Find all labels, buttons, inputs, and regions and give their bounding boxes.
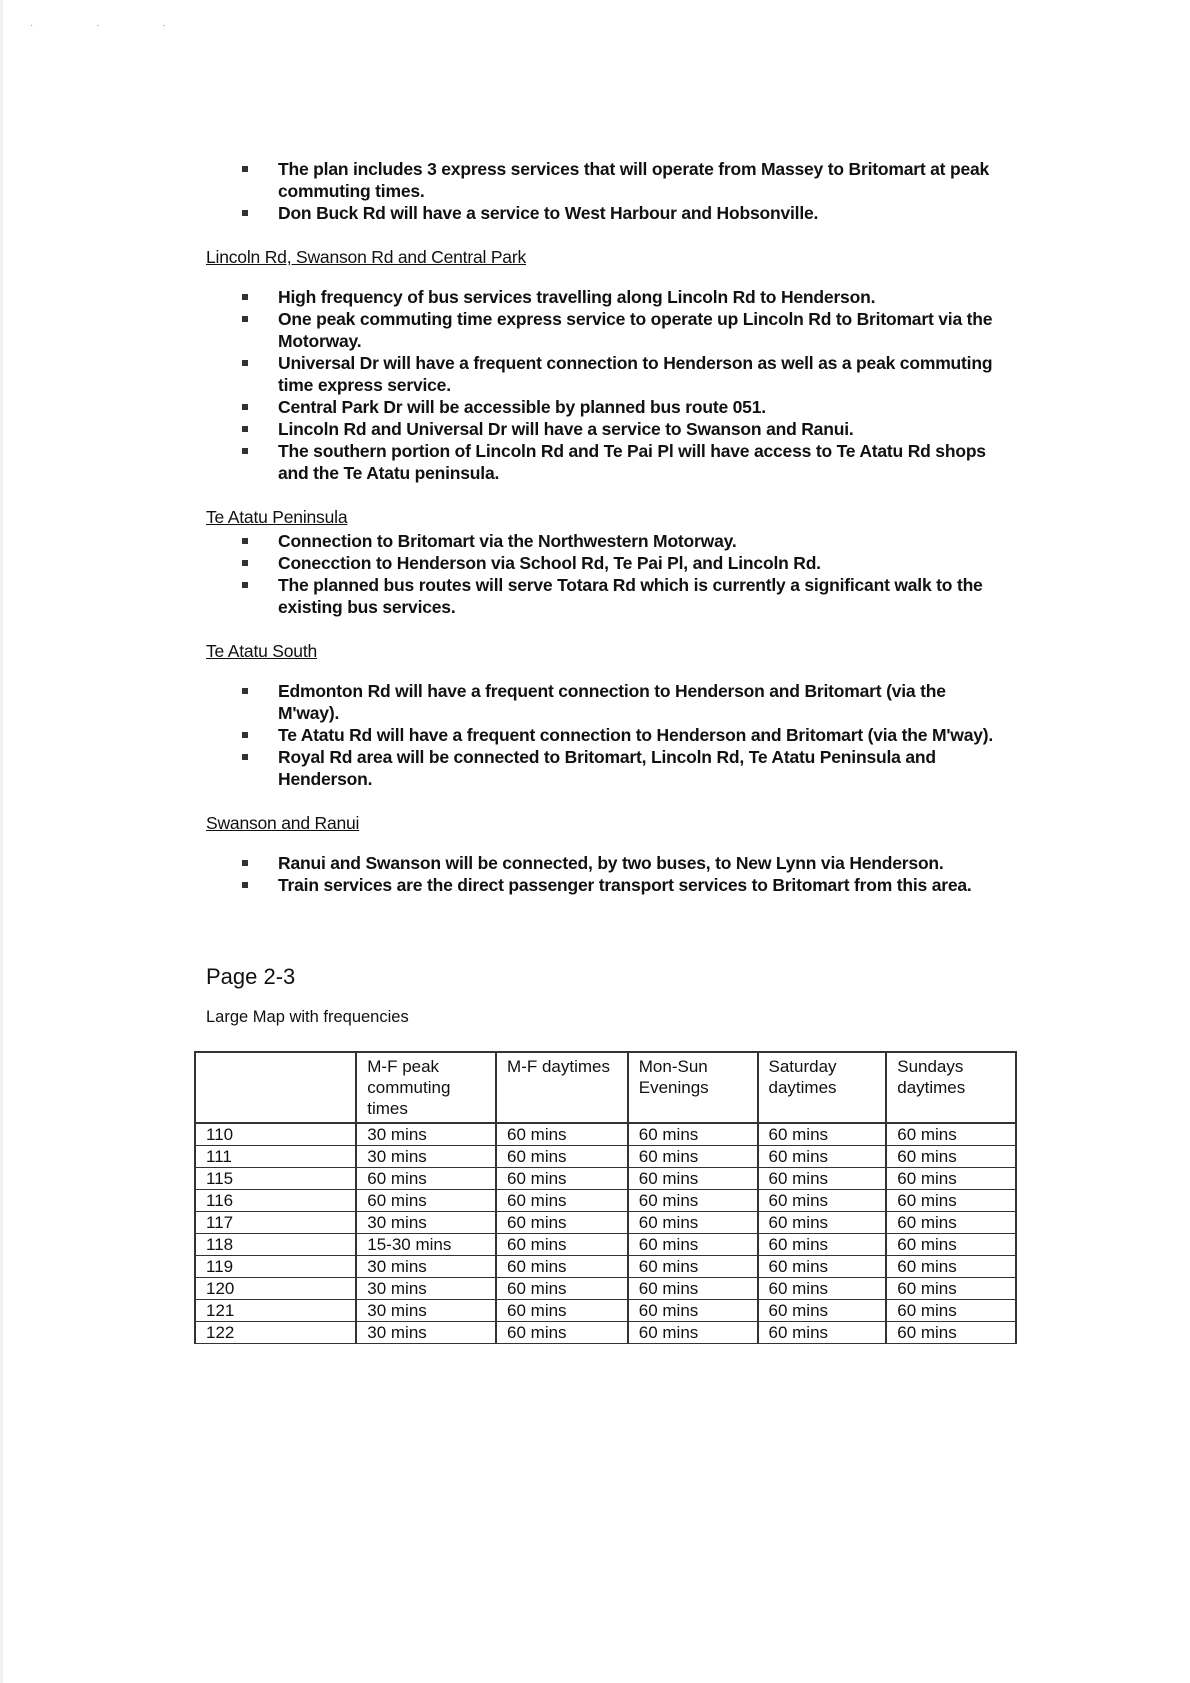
- table-cell: 60 mins: [758, 1256, 887, 1278]
- bullet-icon: [242, 582, 248, 588]
- table-cell: 60 mins: [628, 1190, 758, 1212]
- table-cell: 15-30 mins: [356, 1234, 496, 1256]
- table-cell: 30 mins: [356, 1212, 496, 1234]
- route-cell: 119: [195, 1256, 356, 1278]
- table-cell: 60 mins: [356, 1190, 496, 1212]
- table-row: [195, 1234, 1016, 1256]
- table-cell: 60 mins: [886, 1234, 1016, 1256]
- table-cell: 60 mins: [496, 1168, 628, 1190]
- bullet-item: The plan includes 3 express services that will operate from Massey to Britomart at peak commuting times.: [278, 158, 1006, 202]
- table-cell: 60 mins: [758, 1234, 887, 1256]
- table-cell: 60 mins: [628, 1123, 758, 1146]
- route-cell: 111: [195, 1146, 356, 1168]
- table-row: [195, 1300, 1016, 1322]
- table-cell: 60 mins: [496, 1234, 628, 1256]
- bullet-icon: [242, 210, 248, 216]
- table-cell: 60 mins: [628, 1278, 758, 1300]
- table-cell: 60 mins: [886, 1146, 1016, 1168]
- bullet-item: One peak commuting time express service to operate up Lincoln Rd to Britomart via the Motorway.: [278, 308, 1006, 352]
- table-cell: 30 mins: [356, 1256, 496, 1278]
- bullet-icon: [242, 882, 248, 888]
- route-cell: 110: [195, 1123, 356, 1146]
- bullet-icon: [242, 448, 248, 454]
- route-cell: 116: [195, 1190, 356, 1212]
- scan-edge: [0, 0, 3, 1683]
- table-cell: 60 mins: [758, 1168, 887, 1190]
- bullet-icon: [242, 360, 248, 366]
- bullet-icon: [242, 560, 248, 566]
- table-row: [195, 1212, 1016, 1234]
- bullet-icon: [242, 688, 248, 694]
- bullet-item: Don Buck Rd will have a service to West Harbour and Hobsonville.: [278, 202, 1006, 224]
- table-cell: 60 mins: [886, 1168, 1016, 1190]
- bullet-list-lincoln-rd: [206, 286, 1006, 484]
- bullet-item: High frequency of bus services travelling along Lincoln Rd to Henderson.: [278, 286, 1006, 308]
- table-cell: 60 mins: [496, 1146, 628, 1168]
- header-cell-mf-peak: M-F peak commuting times: [356, 1052, 496, 1123]
- table-header-row: [195, 1052, 1016, 1123]
- table-row: [195, 1146, 1016, 1168]
- header-cell-sundays: Sundays daytimes: [886, 1052, 1016, 1123]
- bullet-item: Conecction to Henderson via School Rd, Te Pai Pl, and Lincoln Rd.: [278, 552, 1006, 574]
- bullet-list-swanson-ranui: [206, 852, 1006, 896]
- table-cell: 60 mins: [758, 1212, 887, 1234]
- bullet-item: Universal Dr will have a frequent connection to Henderson as well as a peak commuting time express service.: [278, 352, 1006, 396]
- table-row: [195, 1278, 1016, 1300]
- section-heading-swanson-ranui: Swanson and Ranui: [206, 813, 360, 833]
- table-cell: 60 mins: [496, 1322, 628, 1344]
- route-cell: 120: [195, 1278, 356, 1300]
- bullet-item: Ranui and Swanson will be connected, by two buses, to New Lynn via Henderson.: [278, 852, 1006, 874]
- bullet-item: Train services are the direct passenger transport services to Britomart from this area.: [278, 874, 1006, 896]
- table-cell: 60 mins: [758, 1146, 887, 1168]
- header-cell-route: [195, 1052, 356, 1123]
- bullet-item: Royal Rd area will be connected to Britomart, Lincoln Rd, Te Atatu Peninsula and Henderson.: [278, 746, 1006, 790]
- route-cell: 115: [195, 1168, 356, 1190]
- table-cell: 30 mins: [356, 1146, 496, 1168]
- bullet-item: Connection to Britomart via the Northwestern Motorway.: [278, 530, 1006, 552]
- bullet-item: Te Atatu Rd will have a frequent connection to Henderson and Britomart (via the M'way).: [278, 724, 1006, 746]
- scan-specks: · · ·: [30, 20, 196, 31]
- bullet-item: The planned bus routes will serve Totara Rd which is currently a significant walk to the existing bus services.: [278, 574, 1006, 618]
- table-cell: 60 mins: [628, 1300, 758, 1322]
- document-page: [206, 159, 1006, 1344]
- section-heading-te-atatu-south: Te Atatu South: [206, 641, 318, 661]
- route-cell: 117: [195, 1212, 356, 1234]
- bullet-icon: [242, 426, 248, 432]
- table-cell: 60 mins: [628, 1212, 758, 1234]
- table-cell: 30 mins: [356, 1300, 496, 1322]
- table-row: [195, 1123, 1016, 1146]
- table-cell: 60 mins: [758, 1278, 887, 1300]
- route-cell: 118: [195, 1234, 356, 1256]
- table-row: [195, 1322, 1016, 1344]
- table-cell: 60 mins: [356, 1168, 496, 1190]
- table-cell: 60 mins: [496, 1256, 628, 1278]
- bullet-list-te-atatu-peninsula: [206, 530, 1006, 618]
- table-row: [195, 1190, 1016, 1212]
- table-cell: 60 mins: [886, 1278, 1016, 1300]
- bullet-icon: [242, 166, 248, 172]
- table-cell: 60 mins: [886, 1256, 1016, 1278]
- table-cell: 60 mins: [628, 1256, 758, 1278]
- header-cell-saturday: Saturday daytimes: [758, 1052, 887, 1123]
- intro-bullet-list: [206, 158, 1006, 224]
- table-cell: 60 mins: [628, 1146, 758, 1168]
- table-cell: 30 mins: [356, 1123, 496, 1146]
- table-cell: 60 mins: [758, 1322, 887, 1344]
- frequency-table: [194, 1051, 1017, 1344]
- table-cell: 60 mins: [628, 1322, 758, 1344]
- header-cell-mon-sun-evenings: Mon-Sun Evenings: [628, 1052, 758, 1123]
- table-cell: 60 mins: [628, 1168, 758, 1190]
- route-cell: 121: [195, 1300, 356, 1322]
- table-cell: 60 mins: [886, 1300, 1016, 1322]
- bullet-list-te-atatu-south: [206, 680, 1006, 790]
- table-cell: 60 mins: [758, 1300, 887, 1322]
- table-cell: 60 mins: [496, 1212, 628, 1234]
- bullet-icon: [242, 538, 248, 544]
- bullet-icon: [242, 404, 248, 410]
- bullet-item: Lincoln Rd and Universal Dr will have a service to Swanson and Ranui.: [278, 418, 1006, 440]
- table-cell: 60 mins: [758, 1123, 887, 1146]
- table-row: [195, 1168, 1016, 1190]
- map-subtitle: Large Map with frequencies: [206, 1008, 409, 1026]
- section-heading-te-atatu-peninsula: Te Atatu Peninsula: [206, 507, 348, 527]
- bullet-icon: [242, 860, 248, 866]
- page-title: Page 2-3: [206, 964, 296, 989]
- bullet-item: The southern portion of Lincoln Rd and Te Pai Pl will have access to Te Atatu Rd shops and the Te Atatu peninsula.: [278, 440, 1006, 484]
- route-cell: 122: [195, 1322, 356, 1344]
- table-cell: 30 mins: [356, 1278, 496, 1300]
- table-cell: 60 mins: [758, 1190, 887, 1212]
- bullet-icon: [242, 316, 248, 322]
- table-cell: 60 mins: [496, 1300, 628, 1322]
- table-row: [195, 1256, 1016, 1278]
- table-cell: 60 mins: [886, 1190, 1016, 1212]
- table-cell: 60 mins: [886, 1123, 1016, 1146]
- section-heading-lincoln-rd: Lincoln Rd, Swanson Rd and Central Park: [206, 247, 527, 267]
- table-cell: 60 mins: [496, 1123, 628, 1146]
- table-cell: 60 mins: [496, 1278, 628, 1300]
- header-cell-mf-daytimes: M-F daytimes: [496, 1052, 628, 1123]
- table-cell: 60 mins: [628, 1234, 758, 1256]
- bullet-item: Central Park Dr will be accessible by planned bus route 051.: [278, 396, 1006, 418]
- bullet-item: Edmonton Rd will have a frequent connection to Henderson and Britomart (via the M'way).: [278, 680, 1006, 724]
- table-cell: 60 mins: [886, 1322, 1016, 1344]
- table-cell: 60 mins: [496, 1190, 628, 1212]
- bullet-icon: [242, 294, 248, 300]
- bullet-icon: [242, 754, 248, 760]
- bullet-icon: [242, 732, 248, 738]
- table-cell: 30 mins: [356, 1322, 496, 1344]
- table-cell: 60 mins: [886, 1212, 1016, 1234]
